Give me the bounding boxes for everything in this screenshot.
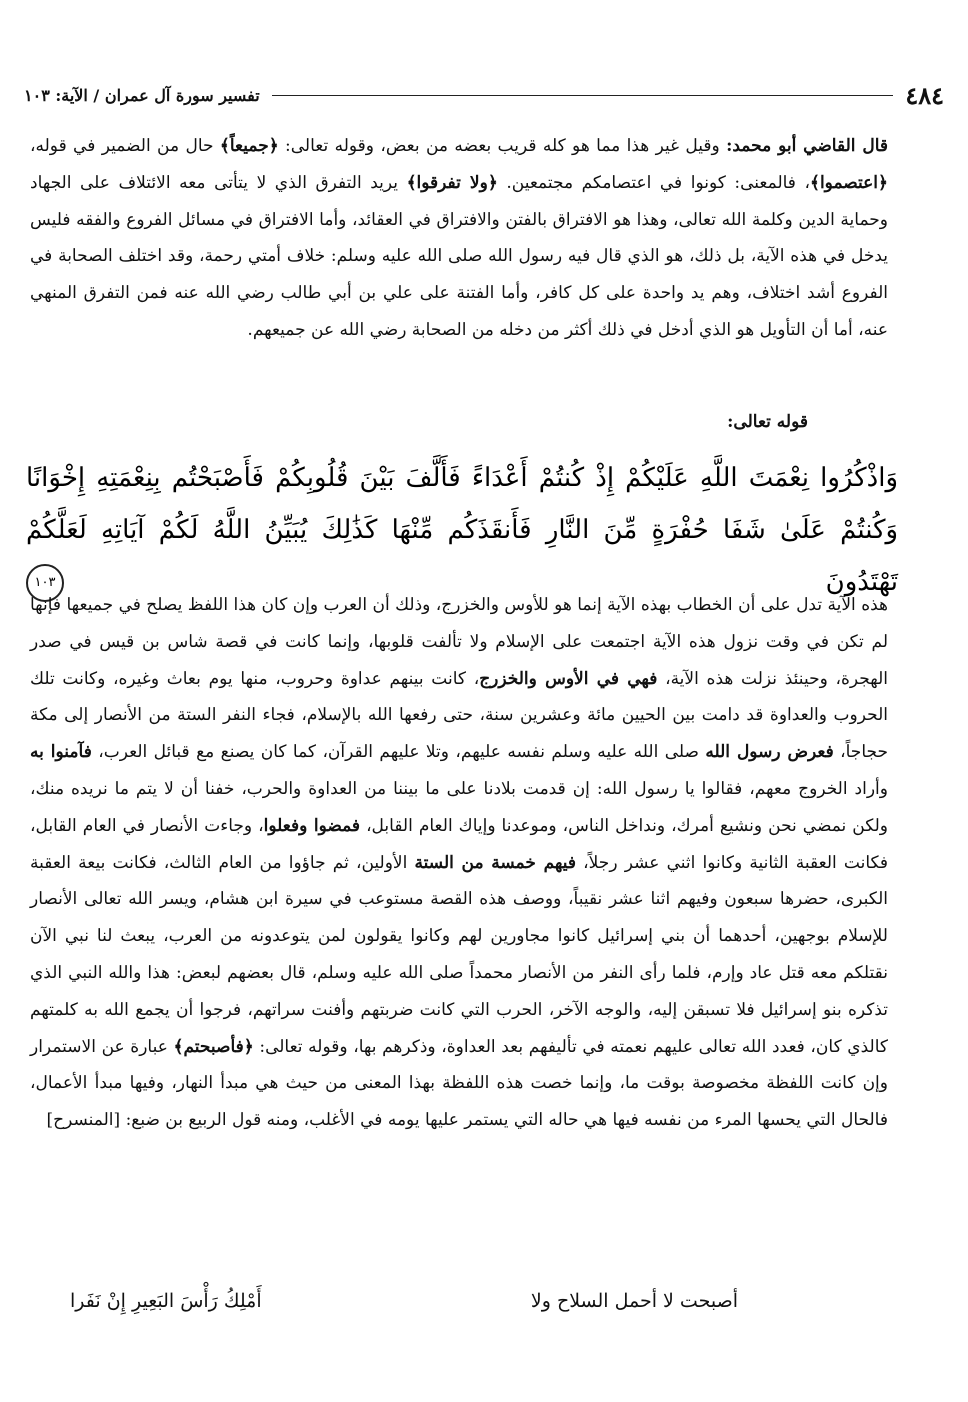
quranic-word: ﴿ولا تفرقوا﴾ [406,172,498,193]
header-rule [272,95,894,96]
page-header [24,78,944,112]
poem-first-hemistich: أصبحت لا أحمل السلاح ولا [530,1290,738,1312]
poem-second-hemistich: أَمْلِكُ رَأْسَ البَعِيرِ إِنْ نَفَرا [70,1290,262,1312]
speaker-label: قال القاضي أبو محمد: [726,136,889,156]
paragraph-2: هذه الآية تدل على أن الخطاب بهذه الآية إنما هو للأوس والخزرج، وذلك أن العرب وإن كان هذا اللفظ يصلح في جميعها فإنها لم تكن في وقت نزول هذه الآية اجتمعت على الإسلام ولا تألفت قلوبها، وإنما كانت في قصة شاس بن قيس في صدر الهجرة، وحينئذ نزلت هذه الآية، فهي في الأوس والخزرج، كانت بينهم عداوة وحروب، منها يوم بعاث وغيره، وكانت تلك الحروب والعداوة قد دامت بين الحيين مائة وعشرين سنة، حتى رفعها الله بالإسلام، فجاء النفر الستة من الأنصار إلى مكة حجاجاً، فعرض رسول الله صلى الله عليه وسلم نفسه عليهم، وتلا عليهم القرآن، كما كان يصنع مع قبائل العرب، فآمنوا به وأراد الخروج معهم، فقالوا يا رسول الله: إن قدمت بلادنا على ما بيننا من العداوة والحرب، خفنا أن لا يتم ما نريده منك، ولكن نمضي نحن ونشيع أمرك، ونداخل الناس، وموعدنا وإياك العام القابل، فمضوا وفعلوا، وجاءت الأنصار في العام القابل، فكانت العقبة الثانية وكانوا اثني عشر رجلاً، فيهم خمسة من الستة الأولين، ثم جاؤوا من العام الثالث، فكانت بيعة العقبة الكبرى، حضرها سبعون وفيهم اثنا عشر نقيباً، ووصف هذه القصة مستوعب في سيرة ابن هشام، ويسر الله تعالى الأنصار للإسلام بوجهين، أحدهما أن بني إسرائيل كانوا مجاورين لهم وكانوا يقولون لمن يتوعدونه من العرب، يبعث لنا نبي الآن نقتلكم معه قتل عاد وإرم، فلما رأى النفر من الأنصار محمداً صلى الله عليه وسلم، قال بعضهم لبعض: هذا والله النبي الذي تذكره بنو إسرائيل فلا تسبقن إليه، والوجه الآخر، الحرب التي كانت ضربتهم وأفنت سراتهم، فرجوا أن يجمع الله به كلمتهم كالذي كان، فعدد الله تعالى عليهم نعمته في تأليفهم بعد العداوة، وذكرهم بها، وقوله تعالى: ﴿فأصبحتم﴾ عبارة عن الاستمرار وإن كانت اللفظة مخصوصة بوقت ما، وإنما خصت هذه اللفظة بهذا المعنى من حيث هي مبدأ النهار، وفيها مبدأ الأعمال، فالحال التي يحسها المرء من نفسه فيها هي حاله التي يستمر عليها يومه في الأغلب، ومنه قول الربيع بن ضبع: [المنسرح] [30,595,889,1131]
paragraph-1: قال القاضي أبو محمد: وقيل غير هذا مما هو كله قريب بعضه من بعض، وقوله تعالى: ﴿جميعاً﴾ حال من الضمير في قوله، ﴿اعتصموا﴾، فالمعنى: كونوا في اعتصامكم مجتمعين. ﴿ولا تفرقوا﴾ يريد التفرق الذي لا يتأتى معه الائتلاف على الجهاد وحماية الدين وكلمة الله تعالى، وهذا هو الافتراق بالفتن والافتراق في العقائد، وأما الافتراق في مسائل الفروع والفقه فليس يدخل في هذه الآية، بل ذلك، هو الذي قال فيه رسول الله صلى الله عليه وسلم: خلاف أمتي رحمة، وقد اختلف الصحابة في الفروع أشد اختلاف، وهم يد واحدة على كل كافر، وأما الفتنة على علي بن أبي طالب رضي الله عنه فمن التفرق المنهي عنه، أما أن التأويل هو الذي أدخل في ذلك أكثر من دخله من الصحابة رضي الله عن جميعهم. [30,136,889,340]
quran-verse [26,452,898,608]
quranic-word: ﴿اعتصموا﴾ [809,172,888,193]
page-number: ٤٨٤ [905,80,944,110]
verse-intro: قوله تعالى: [727,412,808,432]
quranic-word: ﴿فأصبحتم﴾ [173,1036,254,1057]
running-title: تفسير سورة آل عمران / الآية: ١٠٣ [24,85,260,105]
verse-text: وَاذْكُرُوا نِعْمَتَ اللَّهِ عَلَيْكُمْ إِذْ كُنتُمْ أَعْدَاءً فَأَلَّفَ بَيْنَ قُلُوبِكُمْ فَأَصْبَحْتُم بِنِعْمَتِهِ إِخْوَانًا وَكُنتُمْ عَلَىٰ شَفَا حُفْرَةٍ مِّنَ النَّارِ فَأَنقَذَكُم مِّنْهَا كَذَٰلِكَ يُبَيِّنُ اللَّهُ لَكُمْ آيَاتِهِ لَعَلَّكُمْ تَهْتَدُونَ [26,463,898,597]
poem-verse [70,1290,738,1312]
quranic-word: ﴿جميعاً﴾ [219,136,279,156]
ayah-number-marker: ١٠٣ [26,564,64,602]
